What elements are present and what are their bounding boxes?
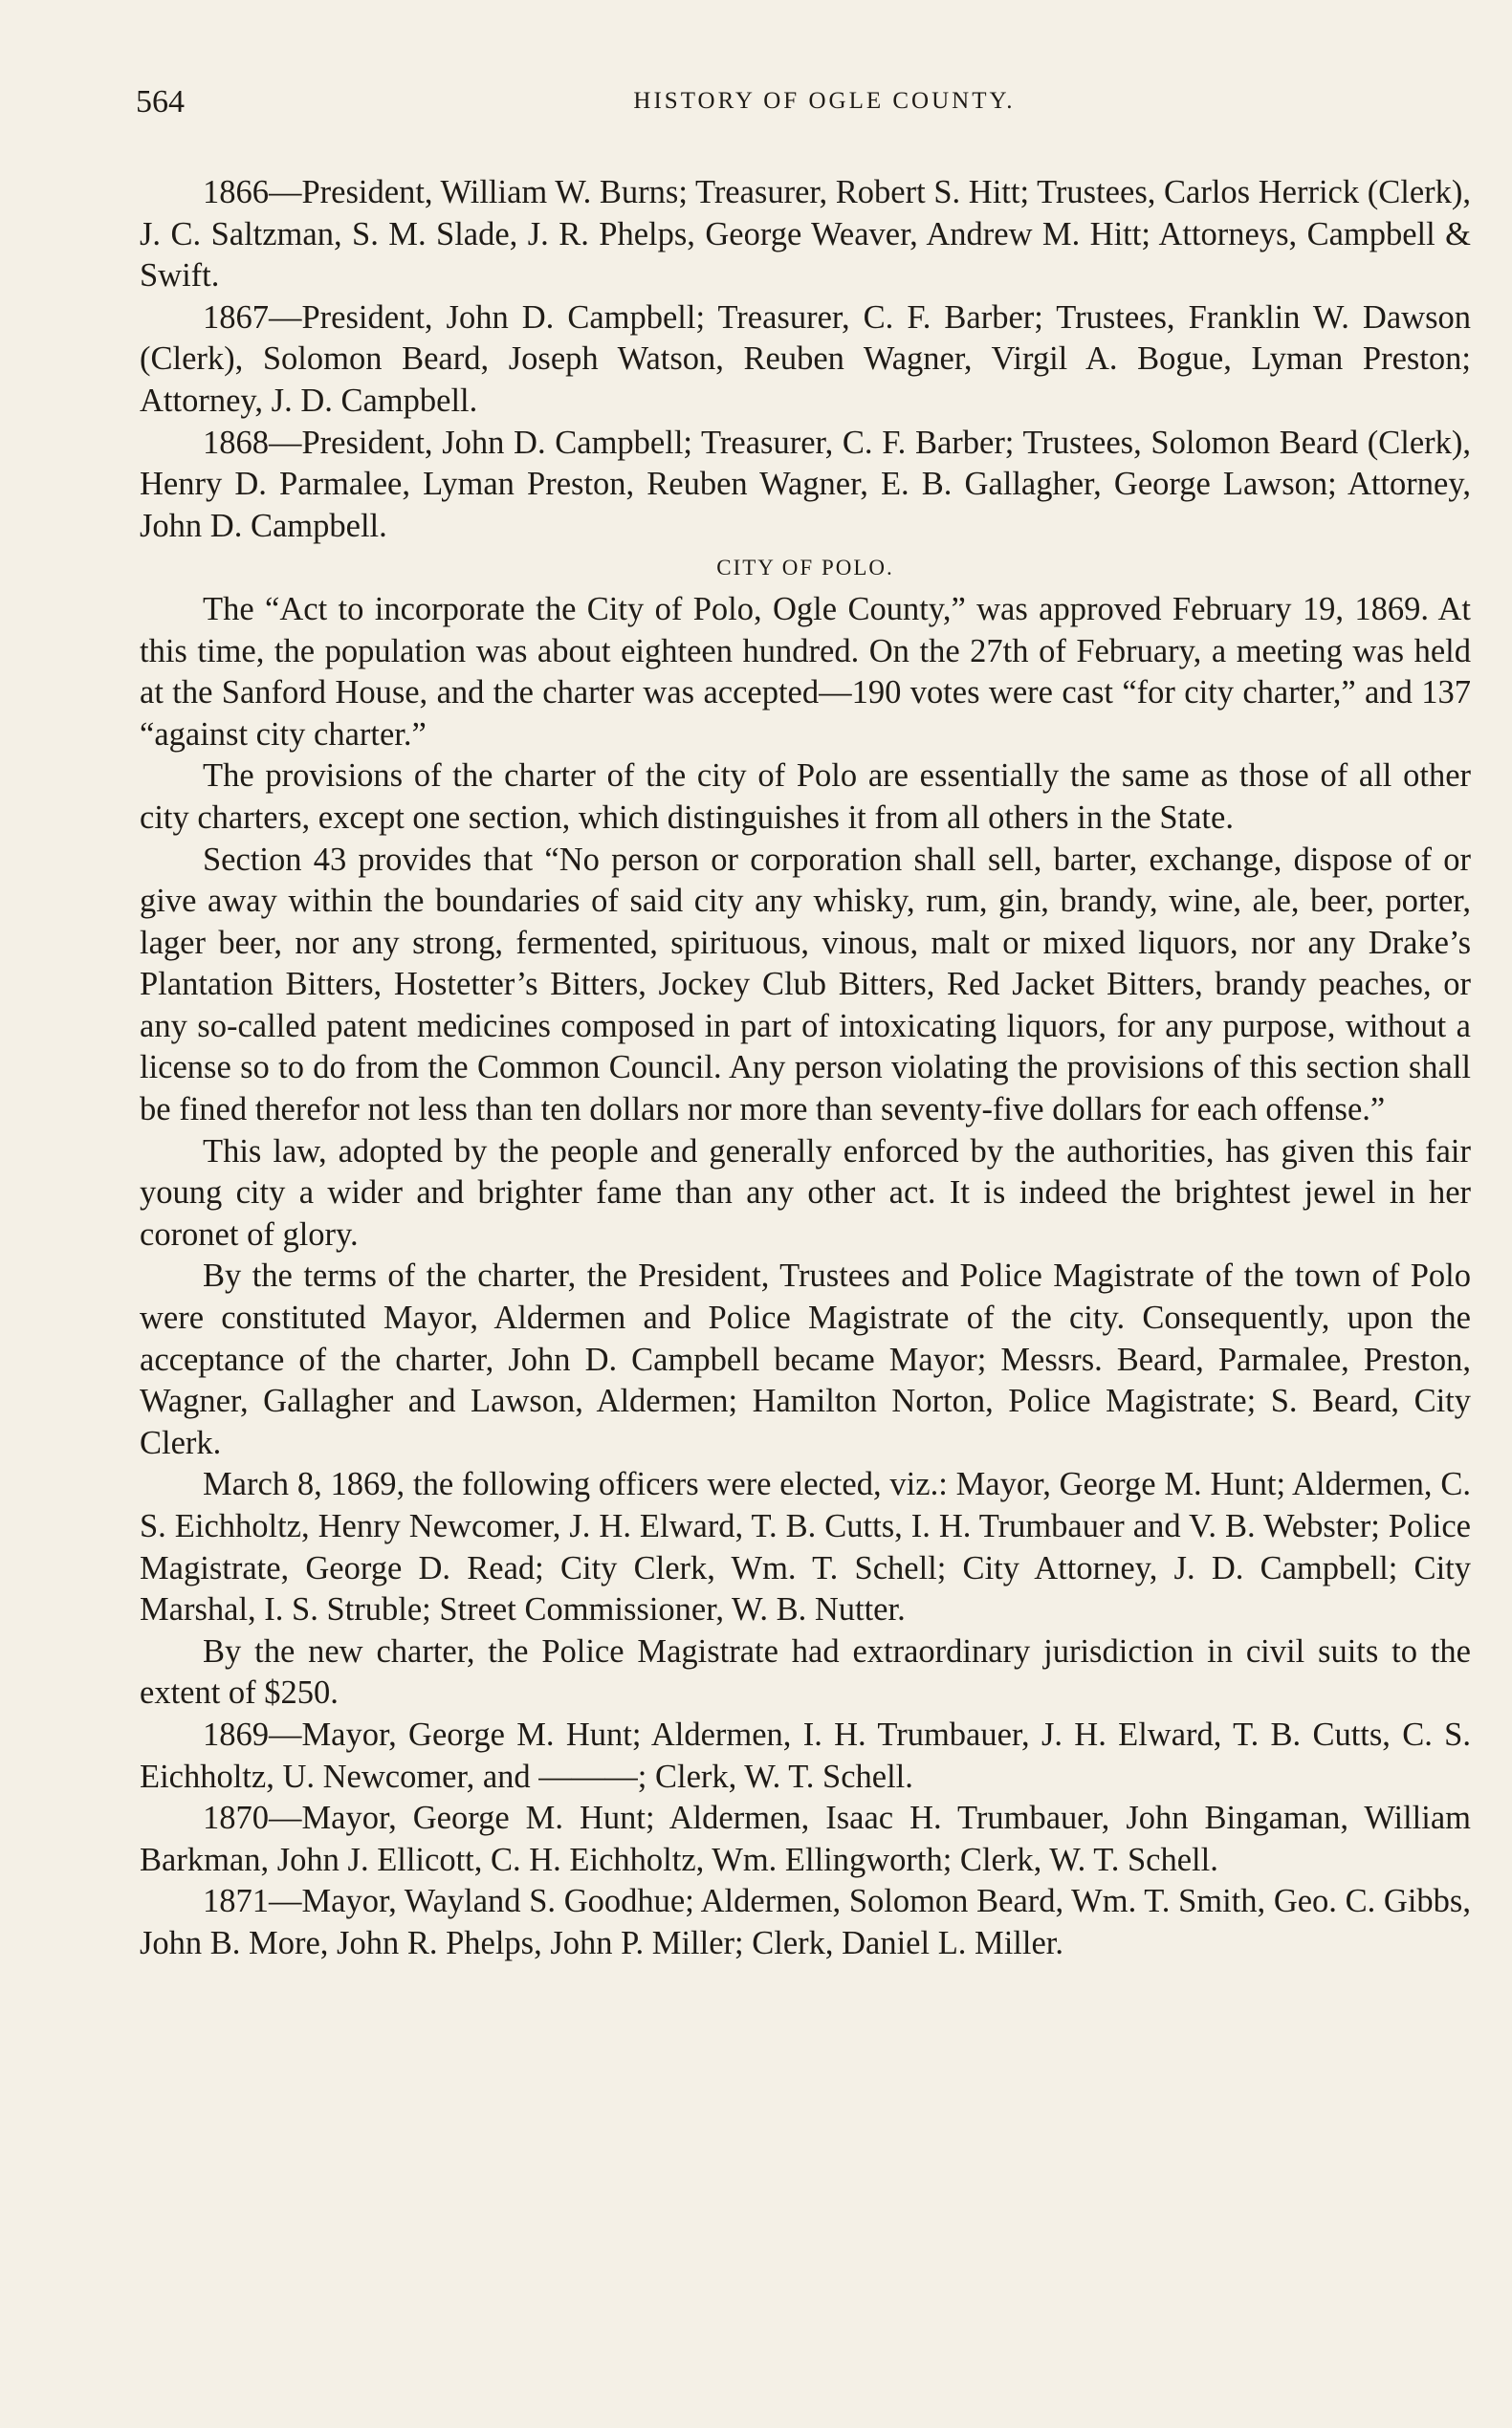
- paragraph-act-incorporation: The “Act to incorporate the City of Polo, Ogle County,” was approved February 19, 1869. At this time, the population was about eighteen hundred. On the 27th of February, a meeting was held at the Sanford House, and the charter was accepted—190 votes were cast “for city charter,” and 137 “against city charter.”: [140, 590, 1471, 753]
- paragraph-charter-terms: By the terms of the charter, the President, Trustees and Police Magistrate of the town of Polo were constituted Mayor, Aldermen and Police Magistrate of the city. Consequently, upon the acceptance of the charter, John D. Campbell became Mayor; Messrs. Beard, Parmalee, Preston, Wagner, Gallagher and Lawson, Aldermen; Hamilton Norton, Police Magistrate; S. Beard, City Clerk.: [140, 1258, 1471, 1461]
- paragraph-1866: 1866—President, William W. Burns; Treasurer, Robert S. Hitt; Trustees, Carlos Herrick (Clerk), J. C. Saltzman, S. M. Slade, J. R. Phelps, George Weaver, Andrew M. Hitt; Attorneys, Campbell & Swift.: [140, 174, 1471, 295]
- page-header: [136, 84, 1465, 132]
- paragraph-1869: 1869—Mayor, George M. Hunt; Aldermen, I. H. Trumbauer, J. H. Elward, T. B. Cutts, C. S. Eichholtz, U. Newcomer, and ———; Clerk, W. T. Schell.: [140, 1716, 1471, 1795]
- paragraph-law-adopted: This law, adopted by the people and generally enforced by the authorities, has given this fair young city a wider and brighter fame than any other act. It is indeed the brightest jewel in her coronet of glory.: [140, 1132, 1471, 1253]
- paragraph-1867: 1867—President, John D. Campbell; Treasurer, C. F. Barber; Trustees, Franklin W. Dawson (Clerk), Solomon Beard, Joseph Watson, Reuben Wagner, Virgil A. Bogue, Lyman Preston; Attorney, J. D. Campbell.: [140, 298, 1471, 419]
- running-head: HISTORY OF OGLE COUNTY.: [633, 88, 1016, 114]
- section-heading: CITY OF POLO.: [716, 556, 894, 580]
- paragraph-charter-provisions: The provisions of the charter of the city of Polo are essentially the same as those of all other city charters, except one section, which distinguishes it from all others in the State.: [140, 757, 1471, 836]
- paragraph-new-charter: By the new charter, the Police Magistrate had extraordinary jurisdiction in civil suits to the extent of $250.: [140, 1632, 1471, 1712]
- page-number: 564: [136, 84, 185, 120]
- paragraph-section-43: Section 43 provides that “No person or corporation shall sell, barter, exchange, dispose of or give away within the boundaries of said city any whisky, rum, gin, brandy, wine, ale, beer, porter, lager beer, nor any strong, fermented, spirituous, vinous, malt or mixed liquors, nor any Drake’s Plantation Bitters, Hostetter’s Bitters, Jockey Club Bitters, Red Jacket Bitters, brandy peaches, or any so-called patent medicines composed in part of intoxicating liquors, for any purpose, without a license so to do from the Common Council. Any person violating the provisions of this section shall be fined therefor not less than ten dollars nor more than seventy-five dollars for each offense.”: [140, 841, 1471, 1128]
- paragraph-march-1869: March 8, 1869, the following officers were elected, viz.: Mayor, George M. Hunt; Aldermen, C. S. Eichholtz, Henry Newcomer, J. H. Elward, T. B. Cutts, I. H. Trumbauer and V. B. Webster; Police Magistrate, George D. Read; City Clerk, Wm. T. Schell; City Attorney, J. D. Campbell; City Marshal, I. S. Struble; Street Commissioner, W. B. Nutter.: [140, 1466, 1471, 1629]
- paragraph-1868: 1868—President, John D. Campbell; Treasurer, C. F. Barber; Trustees, Solomon Beard (Clerk), Henry D. Parmalee, Lyman Preston, Reuben Wagner, E. B. Gallagher, George Lawson; Attorney, John D. Campbell.: [140, 424, 1471, 544]
- body-text: [140, 172, 1471, 1965]
- paragraph-1870: 1870—Mayor, George M. Hunt; Aldermen, Isaac H. Trumbauer, John Bingaman, William Barkman, John J. Ellicott, C. H. Eichholtz, Wm. Ellingworth; Clerk, W. T. Schell.: [140, 1800, 1471, 1878]
- paragraph-1871: 1871—Mayor, Wayland S. Goodhue; Aldermen, Solomon Beard, Wm. T. Smith, Geo. C. Gibbs, John B. More, John R. Phelps, John P. Miller; Clerk, Daniel L. Miller.: [140, 1883, 1471, 1961]
